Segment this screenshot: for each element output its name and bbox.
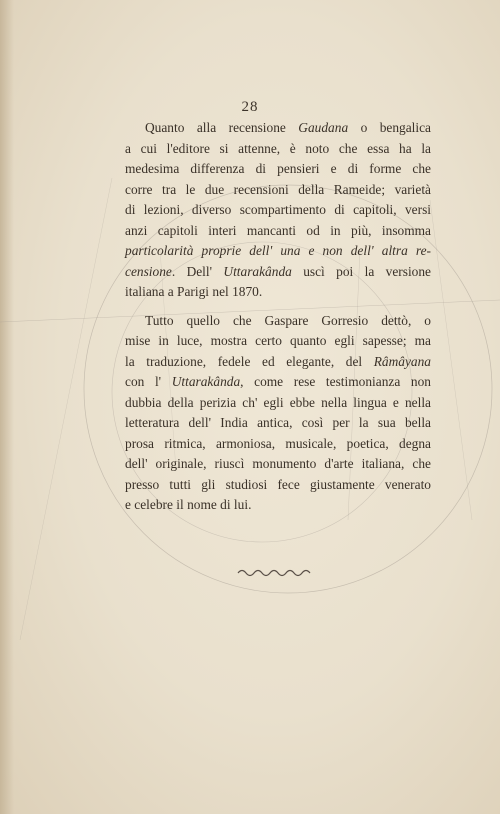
text-line [125, 241, 431, 262]
italic-text: particolarità proprie dell' una e non dell' altra re- [125, 243, 431, 258]
text-run: di lezioni, diverso scompartimento di capitoli, versi [125, 202, 431, 217]
text-line [125, 118, 431, 139]
text-run: la traduzione, fedele ed elegante, del [125, 353, 374, 369]
text-line [125, 454, 431, 475]
text-run: a cui l'editore si attenne, è noto che essa ha la [125, 140, 431, 156]
text-line [125, 159, 431, 180]
text-run: , come rese testimonianza non [240, 374, 431, 389]
text-line [125, 180, 431, 201]
text-run: presso tutti gli studiosi fece giustamente venerato [125, 476, 431, 492]
text-line [125, 413, 431, 434]
italic-text: Uttarakânda [171, 374, 241, 389]
italic-text: Râmâyana [373, 353, 431, 369]
text-line [125, 393, 431, 414]
text-run: con l' [125, 374, 172, 389]
text-line [125, 139, 431, 160]
italic-text: censione [125, 263, 172, 279]
text-line [125, 352, 431, 373]
text-run: dell' originale, riuscì monumento d'arte italiana, che [125, 456, 431, 471]
paragraph [125, 311, 431, 516]
italic-text: Uttarakânda [223, 263, 292, 279]
text-line [125, 282, 431, 303]
text-run: letteratura dell' India antica, così per la sua bella [125, 415, 431, 430]
text-line [125, 475, 431, 496]
text-line [125, 372, 431, 393]
italic-text: Gaudana [298, 120, 349, 135]
text-run: . Dell' [171, 263, 224, 279]
text-line [125, 262, 431, 283]
paragraph [125, 118, 431, 303]
page-number: 28 [241, 99, 259, 115]
text-run: medesima differenza di pensieri e di forme che [125, 161, 431, 176]
text-run: anzi capitoli interi mancanti od in più, insomma [125, 222, 431, 238]
text-line [125, 495, 431, 516]
text-run: prosa ritmica, armoniosa, musicale, poetica, degna [125, 435, 431, 451]
text-run: o bengalica [348, 120, 431, 135]
text-line [125, 221, 431, 242]
text-run: corre tra le due recensioni della Rameide; varietà [125, 181, 431, 197]
paragraph-gap [125, 303, 431, 311]
text-line [125, 200, 431, 221]
body-text [125, 118, 431, 516]
text-line [125, 331, 431, 352]
text-run: Tutto quello che Gaspare Gorresio dettò, o [145, 312, 431, 328]
wavy-line-ornament-icon [236, 566, 312, 580]
text-run: italiana a Parigi nel 1870. [125, 284, 263, 299]
text-run: uscì poi la versione [291, 263, 431, 279]
guide-line-right [430, 200, 472, 520]
text-line [125, 311, 431, 332]
text-run: Quanto alla recensione [145, 120, 299, 135]
guide-line-left [20, 178, 112, 640]
text-line [125, 434, 431, 455]
text-run: mise in luce, mostra certo quanto egli sapesse; ma [125, 333, 431, 348]
text-run: e celebre il nome di lui. [125, 497, 252, 512]
text-run: dubbia della perizia ch' egli ebbe nella lingua e nella [125, 394, 431, 410]
